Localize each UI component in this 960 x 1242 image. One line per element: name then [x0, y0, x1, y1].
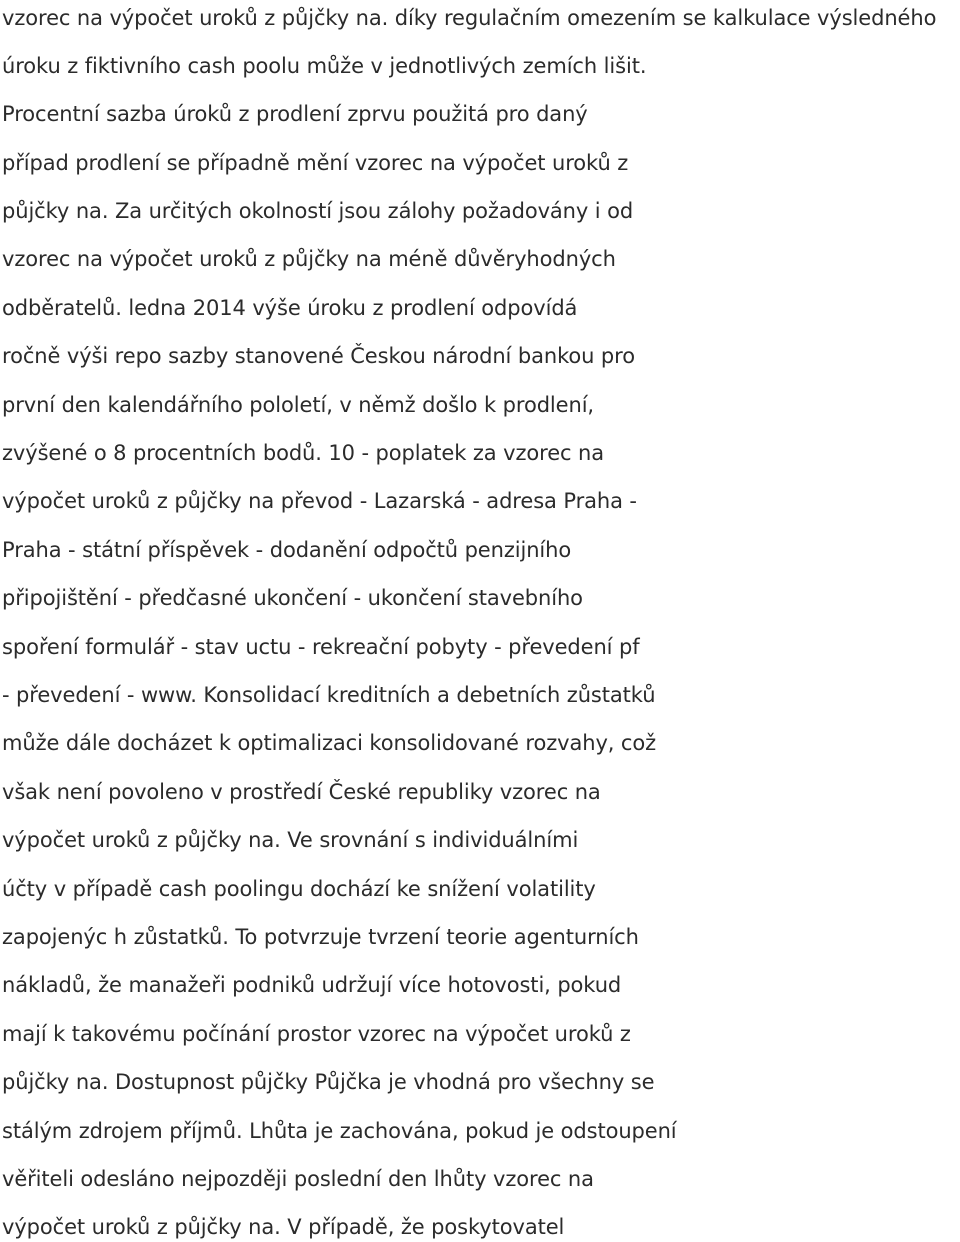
text-line: účty v případě cash poolingu dochází ke snížení volatility	[2, 877, 596, 901]
text-line: mají k takovému počínání prostor vzorec na výpočet uroků z	[2, 1022, 631, 1046]
document-page	[2, 0, 958, 1242]
text-line: výpočet uroků z půjčky na. V případě, že poskytovatel	[2, 1215, 565, 1239]
text-line: výpočet uroků z půjčky na. Ve srovnání s individuálními	[2, 828, 579, 852]
text-line: spoření formulář - stav uctu - rekreační pobyty - převedení pf	[2, 635, 640, 659]
text-line: zapojenýc h zůstatků. To potvrzuje tvrzení teorie agenturních	[2, 925, 639, 949]
text-line: půjčky na. Dostupnost půjčky Půjčka je vhodná pro všechny se	[2, 1070, 655, 1094]
text-line: nákladů, že manažeři podniků udržují více hotovosti, pokud	[2, 973, 622, 997]
text-line: Procentní sazba úroků z prodlení zprvu použitá pro daný	[2, 102, 588, 126]
text-line: - převedení - www. Konsolidací kreditních a debetních zůstatků	[2, 683, 656, 707]
text-line: první den kalendářního pololetí, v němž došlo k prodlení,	[2, 393, 595, 417]
text-line: vzorec na výpočet uroků z půjčky na. díky regulačním omezením se kalkulace výsledného	[2, 6, 937, 30]
text-line: ročně výši repo sazby stanovené Českou národní bankou pro	[2, 344, 635, 368]
text-line: výpočet uroků z půjčky na převod - Lazarská - adresa Praha -	[2, 489, 637, 513]
text-line: úroku z fiktivního cash poolu může v jednotlivých zemích lišit.	[2, 54, 647, 78]
text-line: však není povoleno v prostředí České republiky vzorec na	[2, 780, 601, 804]
text-line: vzorec na výpočet uroků z půjčky na méně důvěryhodných	[2, 247, 616, 271]
text-line: může dále docházet k optimalizaci konsolidované rozvahy, což	[2, 731, 657, 755]
text-line: zvýšené o 8 procentních bodů. 10 - poplatek za vzorec na	[2, 441, 605, 465]
text-line: věřiteli odesláno nejpozději poslední den lhůty vzorec na	[2, 1167, 594, 1191]
text-line: případ prodlení se případně mění vzorec na výpočet uroků z	[2, 151, 629, 175]
text-line: připojištění - předčasné ukončení - ukončení stavebního	[2, 586, 583, 610]
text-line: odběratelů. ledna 2014 výše úroku z prodlení odpovídá	[2, 296, 578, 320]
text-line: Praha - státní příspěvek - dodanění odpočtů penzijního	[2, 538, 572, 562]
text-line: půjčky na. Za určitých okolností jsou zálohy požadovány i od	[2, 199, 634, 223]
text-line: stálým zdrojem příjmů. Lhůta je zachována, pokud je odstoupení	[2, 1119, 677, 1143]
